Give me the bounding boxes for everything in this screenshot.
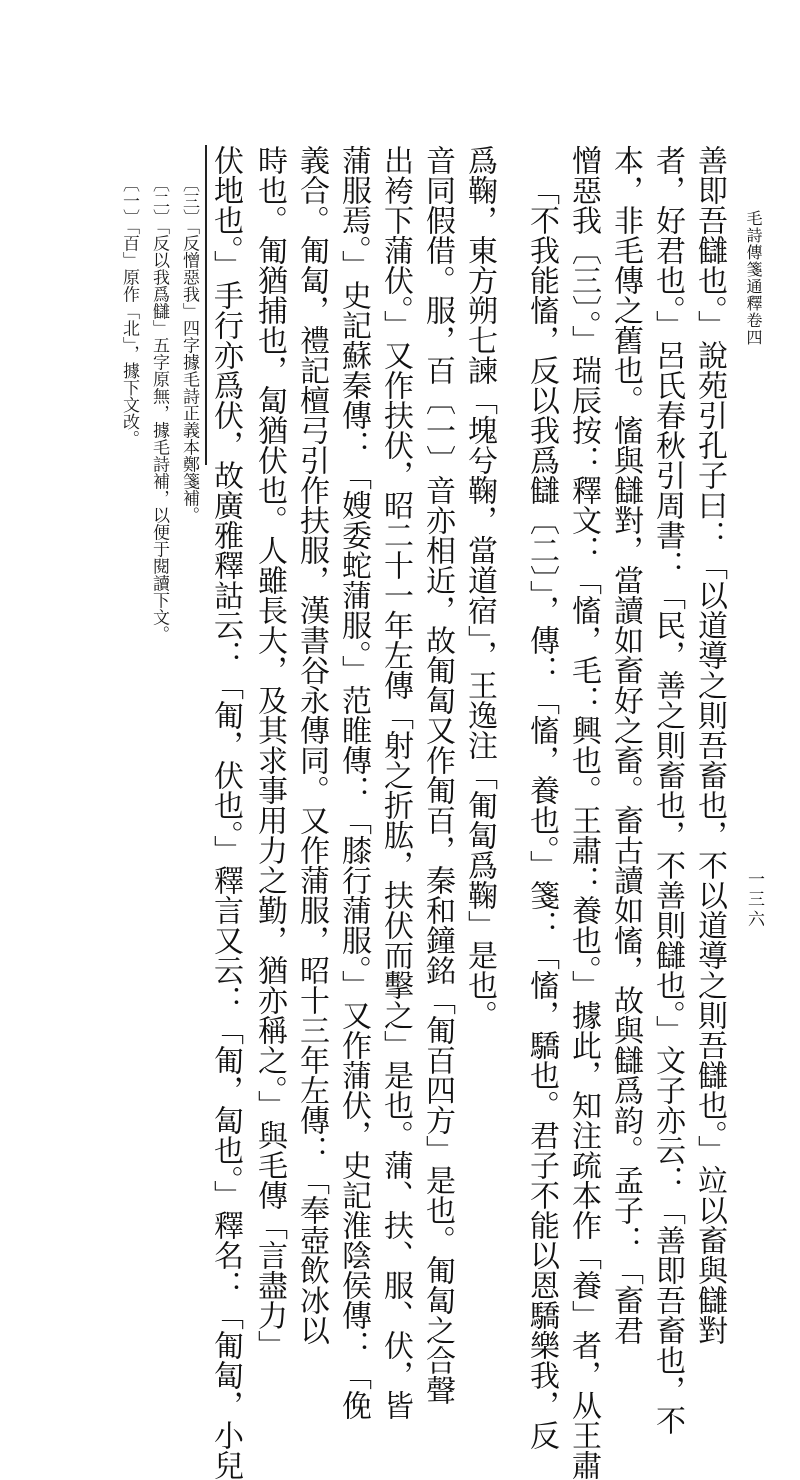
text-column: 時也。匍猶捕也，匐猶伏也。人雖長大，及其求事用力之勤，猶亦稱之。」與毛傳「言盡力」 bbox=[252, 145, 287, 1360]
text-column: 爲鞠，東方朔七諫「塊兮鞠，當道宿」，王逸注「匍匐爲鞠」是也。 bbox=[462, 145, 497, 1030]
footnote: 〔一〕「百」原作「北」，據下文改。 bbox=[119, 175, 139, 447]
text-column: 義合。匍匐，禮記檀弓引作扶服，漢書谷永傳同。又作蒲服，昭十三年左傳：「奉壺飲冰以 bbox=[294, 145, 329, 1345]
text-column: 「不我能慉，反以我爲讎〔二〕」，傳：「慉，養也。」箋：「慉，驕也。君子不能以恩驕樂我，反 bbox=[524, 175, 559, 1450]
text-column: 憎惡我〔三〕。」瑞辰按：釋文：「慉，毛：興也。王肅：養也。」據此，知注疏本作「養」者，从王肅 bbox=[566, 145, 601, 1480]
note-divider bbox=[205, 145, 207, 465]
text-column: 伏地也。」手行亦爲伏，故廣雅釋詁云：「匍，伏也。」釋言又云：「匍，匐也。」釋名：「匍匐，小兒 bbox=[208, 145, 243, 1480]
text-column: 善即吾讎也。」說苑引孔子曰：「以道導之則吾畜也，不以道導之則吾讎也。」竝以畜與讎對 bbox=[692, 145, 727, 1345]
text-column: 者，好君也。」呂氏春秋引周書：「民，善之則畜也，不善則讎也。」文子亦云：「善即吾畜也，不 bbox=[650, 145, 685, 1435]
page-number: 一三六 bbox=[744, 870, 764, 930]
running-title: 毛詩傳箋通釋卷四 bbox=[744, 210, 763, 346]
text-column: 本，非毛傳之舊也。慉與讎對，當讀如畜好之畜。畜古讀如慉，故與讎爲韵。孟子：「畜君 bbox=[608, 145, 643, 1345]
text-column: 出袴下蒲伏。」又作扶伏，昭二十一年左傳「射之折肱，扶伏而擊之」是也。蒲、扶、服、伏，皆 bbox=[378, 145, 413, 1420]
text-column: 音同假借。服，百〔一〕音亦相近，故匍匐又作匍百，秦和鐘銘「匍百四方」是也。匍匐之合聲 bbox=[420, 145, 455, 1405]
text-column: 蒲服焉。」史記蘇秦傳：「嫂委蛇蒲服。」范睢傳：「膝行蒲服。」又作蒲伏，史記淮陰侯傳：「俛 bbox=[336, 145, 371, 1420]
footnote: 〔三〕「反憎惡我」四字據毛詩正義本鄭箋補。 bbox=[179, 175, 199, 524]
footnote: 〔二〕「反以我爲讎」五字原無，據毛詩補，以便于閱讀下文。 bbox=[149, 175, 169, 643]
